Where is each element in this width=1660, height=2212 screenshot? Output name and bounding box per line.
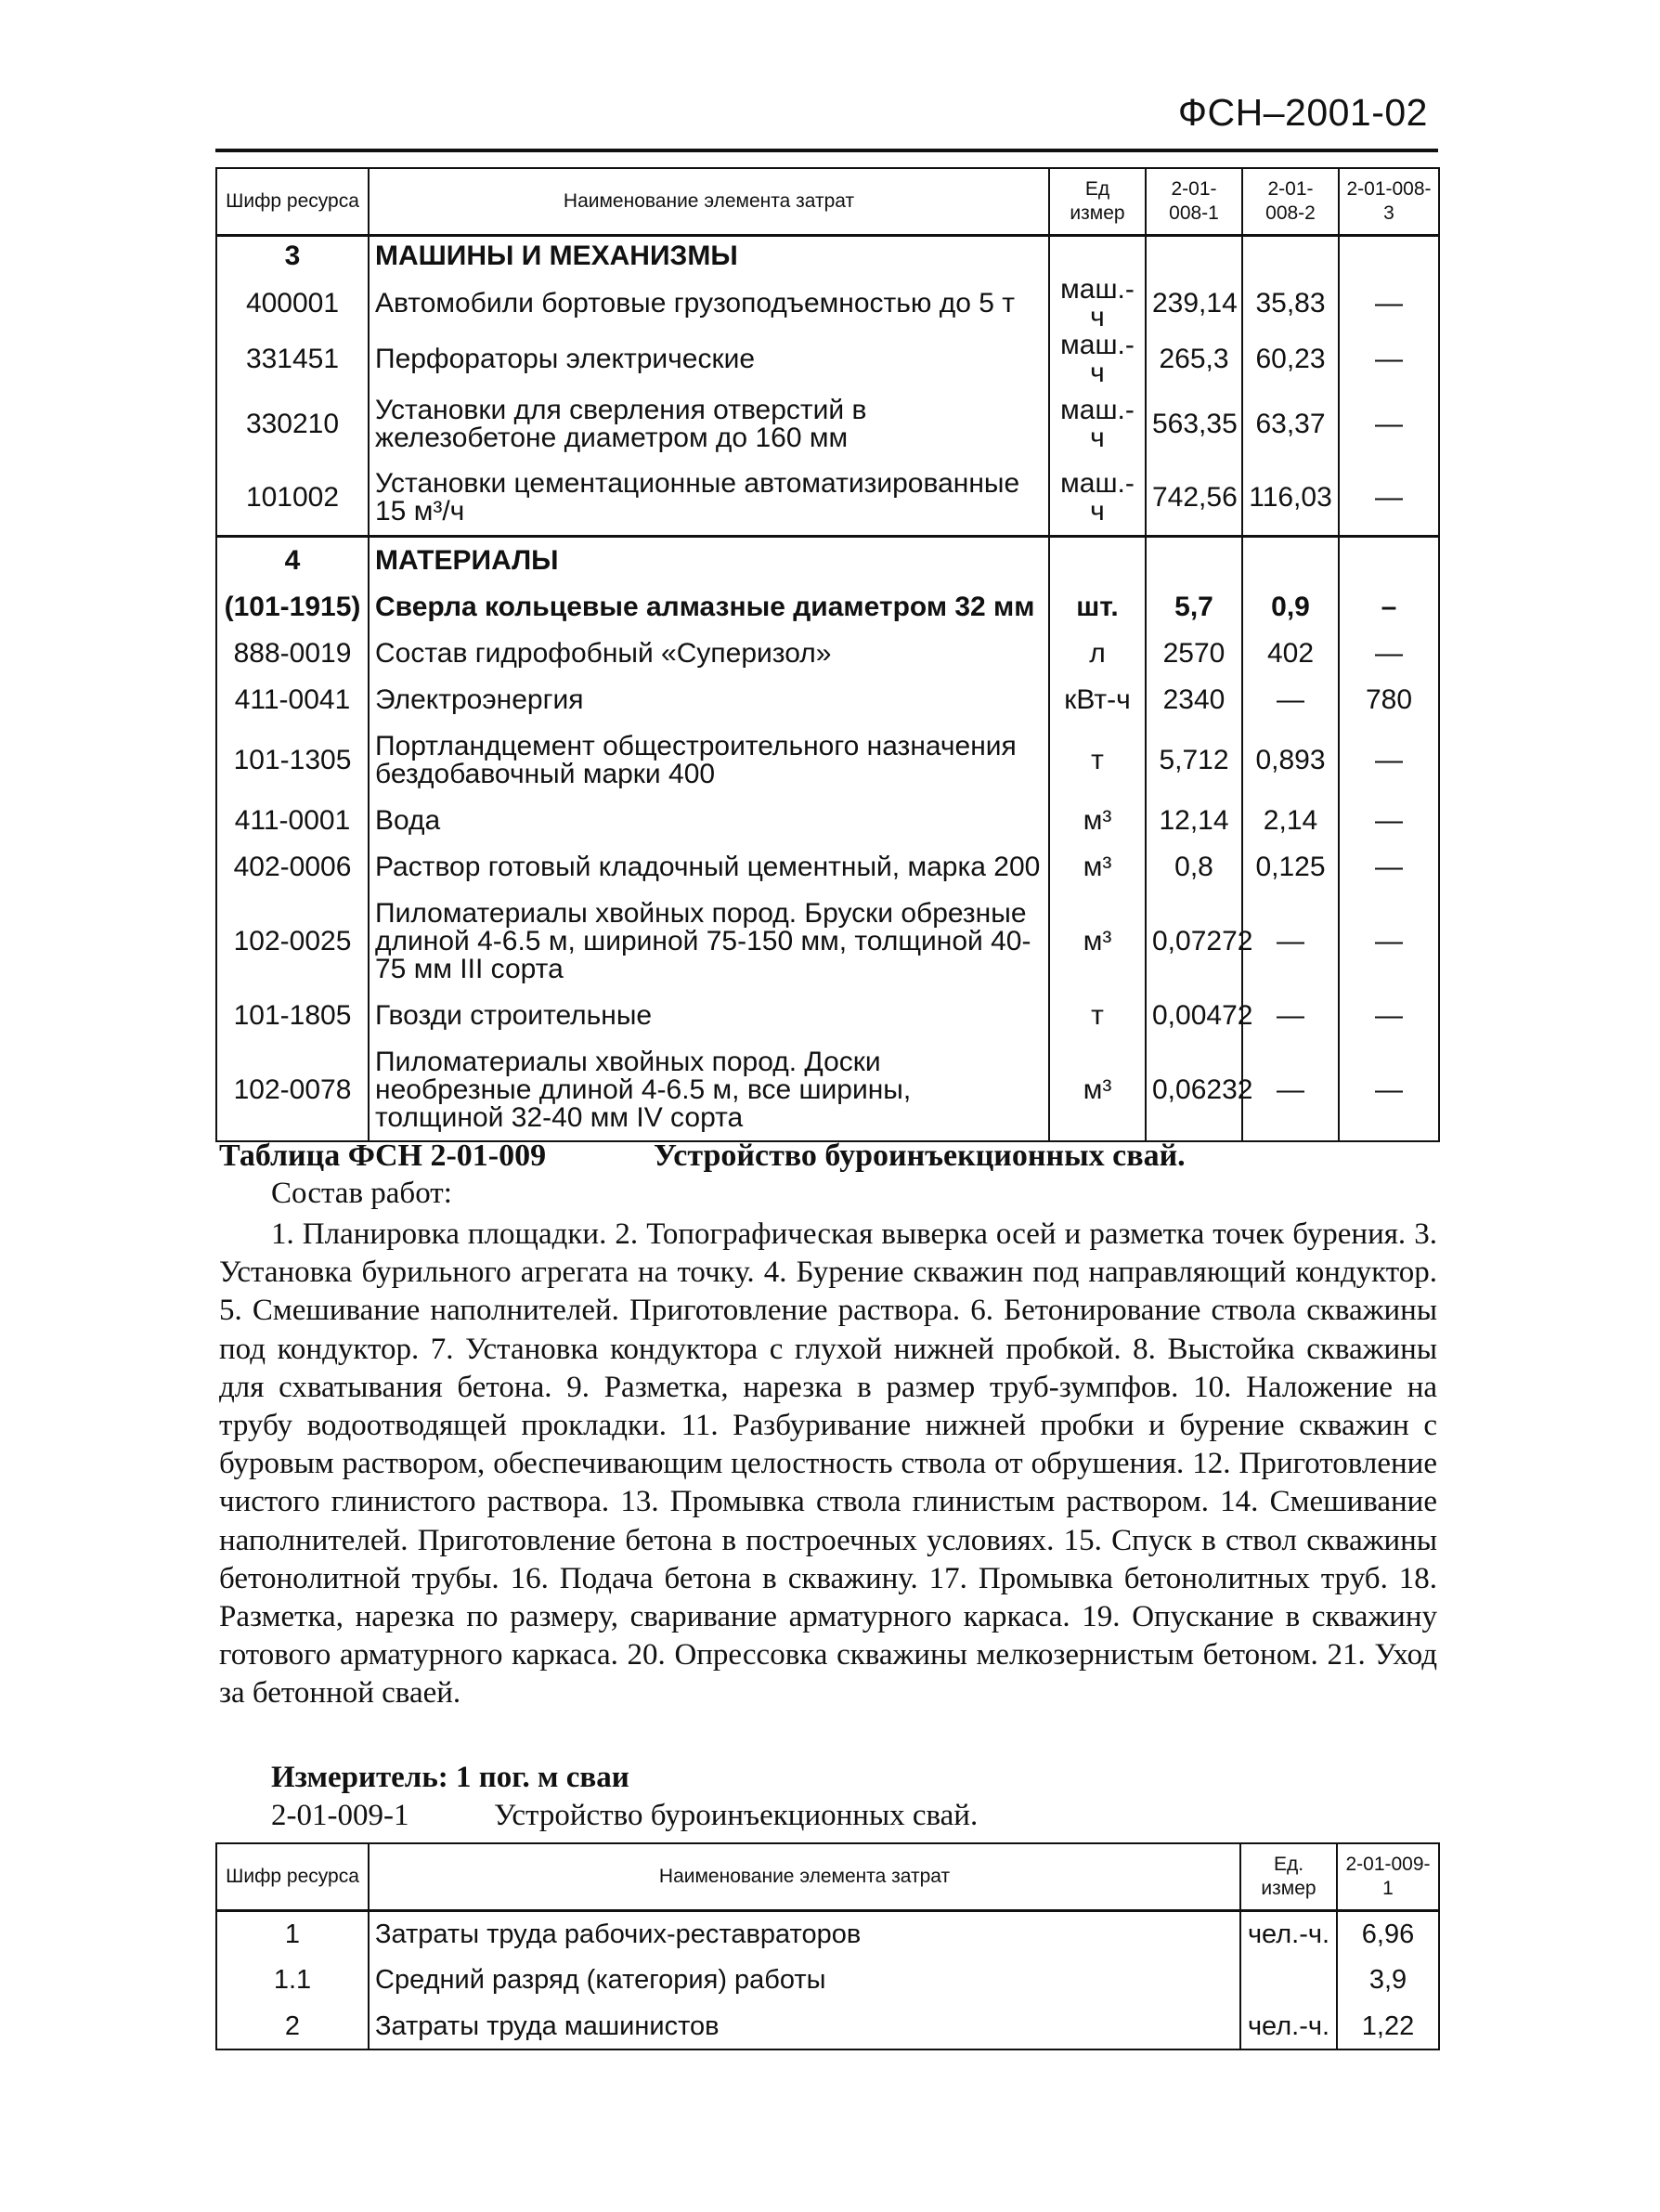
row-unit bbox=[1049, 536, 1146, 584]
row-name: Затраты труда машинистов bbox=[369, 2003, 1240, 2049]
row-code: 411-0041 bbox=[216, 677, 369, 723]
row-name: Сверла кольцевые алмазные диаметром 32 мм bbox=[369, 584, 1049, 631]
table-row bbox=[216, 844, 1439, 891]
row-code: 888-0019 bbox=[216, 631, 369, 677]
row-value-1: 239,14 bbox=[1146, 276, 1242, 332]
row-name: Портландцемент общестроительного назначения бездобавочный марки 400 bbox=[369, 723, 1049, 798]
row-value-2: 402 bbox=[1242, 631, 1339, 677]
row-code: 330210 bbox=[216, 387, 369, 462]
header-code: Шифр ресурса bbox=[216, 1843, 369, 1910]
row-value-3: 780 bbox=[1339, 677, 1439, 723]
table-row bbox=[216, 276, 1439, 332]
row-value-2: 0,125 bbox=[1242, 844, 1339, 891]
row-unit bbox=[1240, 1957, 1337, 2003]
row-code: 2 bbox=[216, 2003, 369, 2049]
table-row bbox=[216, 723, 1439, 798]
row-value-3: — bbox=[1339, 723, 1439, 798]
composition-text: 1. Планировка площадки. 2. Топографическая выверка осей и разметка точек бурения. 3. Установка бурильного агрегата на точку. 4. Бурение скважин под направляющий кондуктор. 5. Смешивание наполнителей. Приготовление раствора. 6. Бетонирование ствола скважины под кондуктор. 7. Установка кондуктора с глухой нижней пробкой. 8. Выстойка скважины для схватывания бетона. 9. Разметка, нарезка в размер труб-зумпфов. 10. Наложение на трубу водоотводящей прокладки. 11. Разбуривание нижней пробки и бурение скважин с буровым раствором, обеспечивающим целостность ствола от обрушения. 12. Приготовление чистого глинистого раствора. 13. Промывка ствола глинистым раствором. 14. Смешивание наполнителей. Приготовление бетона в построечных условиях. 15. Спуск в ствол скважины бетонолитной трубы. 16. Подача бетона в скважину. 17. Промывка бетонолитных труб. 18. Разметка, нарезка по размеру, сваривание арматурного каркаса. 19. Опускание в скважину готового арматурного каркаса. 20. Опрессовка скважины мелкозернистым бетоном. 21. Уход за бетонной сваей. bbox=[219, 1217, 1437, 1711]
table-number: Таблица ФСН 2-01-009 bbox=[219, 1139, 547, 1173]
row-value-1: 2570 bbox=[1146, 631, 1242, 677]
row-code: 1.1 bbox=[216, 1957, 369, 2003]
row-value-1 bbox=[1146, 235, 1242, 276]
top-rule bbox=[215, 149, 1438, 152]
row-value-2: 0,9 bbox=[1242, 584, 1339, 631]
row-value-1: 742,56 bbox=[1146, 462, 1242, 536]
table-header-row bbox=[216, 1843, 1439, 1910]
table-row bbox=[216, 584, 1439, 631]
row-code: 411-0001 bbox=[216, 798, 369, 844]
row-value-3: — bbox=[1339, 1039, 1439, 1141]
row-code: 101-1805 bbox=[216, 993, 369, 1039]
table-row bbox=[216, 798, 1439, 844]
row-unit: маш.-ч bbox=[1049, 462, 1146, 536]
row-value-3: – bbox=[1339, 584, 1439, 631]
row-name: МАШИНЫ И МЕХАНИЗМЫ bbox=[369, 235, 1049, 276]
row-name: Установки цементационные автоматизированные 15 м³/ч bbox=[369, 462, 1049, 536]
row-value-2: 63,37 bbox=[1242, 387, 1339, 462]
row-code: 4 bbox=[216, 536, 369, 584]
row-name: МАТЕРИАЛЫ bbox=[369, 536, 1049, 584]
resource-table-008 bbox=[215, 167, 1440, 1142]
row-code: 331451 bbox=[216, 332, 369, 387]
row-value-3: — bbox=[1339, 844, 1439, 891]
header-name: Наименование элемента затрат bbox=[369, 168, 1049, 235]
subtable-title-text: Устройство буроинъекционных свай. bbox=[494, 1799, 979, 1832]
header-col-1: 2-01-009-1 bbox=[1337, 1843, 1439, 1910]
header-col-2: 2-01-008-2 bbox=[1242, 168, 1339, 235]
row-value-2 bbox=[1242, 235, 1339, 276]
subtable-title bbox=[271, 1799, 978, 1833]
row-name: Состав гидрофобный «Суперизол» bbox=[369, 631, 1049, 677]
row-unit bbox=[1049, 235, 1146, 276]
table-row bbox=[216, 387, 1439, 462]
row-code: 400001 bbox=[216, 276, 369, 332]
row-value-3 bbox=[1339, 235, 1439, 276]
row-name: Гвозди строительные bbox=[369, 993, 1049, 1039]
row-value-3: — bbox=[1339, 798, 1439, 844]
row-value-3: — bbox=[1339, 387, 1439, 462]
row-value-2: 60,23 bbox=[1242, 332, 1339, 387]
composition-heading: Состав работ: bbox=[271, 1177, 452, 1210]
row-name: Пиломатериалы хвойных пород. Доски необрезные длиной 4-6.5 м, все ширины, толщиной 32-40 мм IV сорта bbox=[369, 1039, 1049, 1141]
row-unit: л bbox=[1049, 631, 1146, 677]
row-unit: м³ bbox=[1049, 844, 1146, 891]
row-unit: чел.-ч. bbox=[1240, 2003, 1337, 2049]
row-value-1: 12,14 bbox=[1146, 798, 1242, 844]
row-value-2: 2,14 bbox=[1242, 798, 1339, 844]
table-row bbox=[216, 677, 1439, 723]
row-value-2: — bbox=[1242, 891, 1339, 993]
header-unit: Ед. измер bbox=[1240, 1843, 1337, 1910]
row-name: Раствор готовый кладочный цементный, марка 200 bbox=[369, 844, 1049, 891]
row-code: 101002 bbox=[216, 462, 369, 536]
table-header-row bbox=[216, 168, 1439, 235]
row-unit: маш.-ч bbox=[1049, 387, 1146, 462]
section-row-materials bbox=[216, 536, 1439, 584]
row-value-1: 0,00472 bbox=[1146, 993, 1242, 1039]
row-name: Перфораторы электрические bbox=[369, 332, 1049, 387]
table-row bbox=[216, 2003, 1439, 2049]
row-value-1: 563,35 bbox=[1146, 387, 1242, 462]
table-title-text: Устройство буроинъекционных свай. bbox=[654, 1139, 1186, 1173]
row-value-2: — bbox=[1242, 677, 1339, 723]
row-unit: м³ bbox=[1049, 891, 1146, 993]
resource-table-009 bbox=[215, 1842, 1440, 2050]
document-code: ФСН–2001-02 bbox=[1177, 91, 1428, 134]
row-name: Затраты труда рабочих-реставраторов bbox=[369, 1910, 1240, 1957]
table-row bbox=[216, 1957, 1439, 2003]
row-name: Автомобили бортовые грузоподъемностью до 5 т bbox=[369, 276, 1049, 332]
row-value-2 bbox=[1242, 536, 1339, 584]
row-value-1: 1,22 bbox=[1337, 2003, 1439, 2049]
row-code: (101-1915) bbox=[216, 584, 369, 631]
row-unit: шт. bbox=[1049, 584, 1146, 631]
row-value-1: 3,9 bbox=[1337, 1957, 1439, 2003]
row-value-1 bbox=[1146, 536, 1242, 584]
row-code: 402-0006 bbox=[216, 844, 369, 891]
header-unit: Ед измер bbox=[1049, 168, 1146, 235]
table-row bbox=[216, 1910, 1439, 1957]
row-value-1: 5,7 bbox=[1146, 584, 1242, 631]
header-col-3: 2-01-008-3 bbox=[1339, 168, 1439, 235]
row-value-2: 116,03 bbox=[1242, 462, 1339, 536]
subtable-code: 2-01-009-1 bbox=[271, 1799, 409, 1832]
row-unit: кВт-ч bbox=[1049, 677, 1146, 723]
row-value-3: — bbox=[1339, 462, 1439, 536]
row-code: 102-0025 bbox=[216, 891, 369, 993]
header-col-1: 2-01-008-1 bbox=[1146, 168, 1242, 235]
row-value-3: — bbox=[1339, 993, 1439, 1039]
table-row bbox=[216, 993, 1439, 1039]
row-value-1: 0,06232 bbox=[1146, 1039, 1242, 1141]
header-name: Наименование элемента затрат bbox=[369, 1843, 1240, 1910]
row-value-1: 0,07272 bbox=[1146, 891, 1242, 993]
row-name: Электроэнергия bbox=[369, 677, 1049, 723]
row-value-3: — bbox=[1339, 891, 1439, 993]
row-name: Вода bbox=[369, 798, 1049, 844]
row-value-3: — bbox=[1339, 332, 1439, 387]
row-value-3: — bbox=[1339, 631, 1439, 677]
row-unit: маш.-ч bbox=[1049, 332, 1146, 387]
row-value-1: 5,712 bbox=[1146, 723, 1242, 798]
row-value-1: 0,8 bbox=[1146, 844, 1242, 891]
row-value-3 bbox=[1339, 536, 1439, 584]
row-name: Средний разряд (категория) работы bbox=[369, 1957, 1240, 2003]
measure-unit: Измеритель: 1 пог. м сваи bbox=[271, 1761, 629, 1794]
row-code: 1 bbox=[216, 1910, 369, 1957]
table-row bbox=[216, 891, 1439, 993]
row-value-2: 0,893 bbox=[1242, 723, 1339, 798]
row-value-2: — bbox=[1242, 993, 1339, 1039]
row-unit: м³ bbox=[1049, 798, 1146, 844]
table-row bbox=[216, 462, 1439, 536]
row-code: 3 bbox=[216, 235, 369, 276]
table-title bbox=[219, 1139, 1186, 1174]
table-row bbox=[216, 1039, 1439, 1141]
row-unit: маш.-ч bbox=[1049, 276, 1146, 332]
row-value-3: — bbox=[1339, 276, 1439, 332]
row-value-2: 35,83 bbox=[1242, 276, 1339, 332]
row-code: 101-1305 bbox=[216, 723, 369, 798]
row-value-1: 265,3 bbox=[1146, 332, 1242, 387]
row-value-2: — bbox=[1242, 1039, 1339, 1141]
row-value-1: 6,96 bbox=[1337, 1910, 1439, 1957]
header-code: Шифр ресурса bbox=[216, 168, 369, 235]
row-unit: т bbox=[1049, 993, 1146, 1039]
row-name: Пиломатериалы хвойных пород. Бруски обрезные длиной 4-6.5 м, шириной 75-150 мм, толщиной 40-75 мм III сорта bbox=[369, 891, 1049, 993]
row-unit: м³ bbox=[1049, 1039, 1146, 1141]
row-unit: чел.-ч. bbox=[1240, 1910, 1337, 1957]
row-name: Установки для сверления отверстий в железобетоне диаметром до 160 мм bbox=[369, 387, 1049, 462]
row-code: 102-0078 bbox=[216, 1039, 369, 1141]
section-row-machines bbox=[216, 235, 1439, 276]
row-value-1: 2340 bbox=[1146, 677, 1242, 723]
table-row bbox=[216, 631, 1439, 677]
row-unit: т bbox=[1049, 723, 1146, 798]
table-row bbox=[216, 332, 1439, 387]
